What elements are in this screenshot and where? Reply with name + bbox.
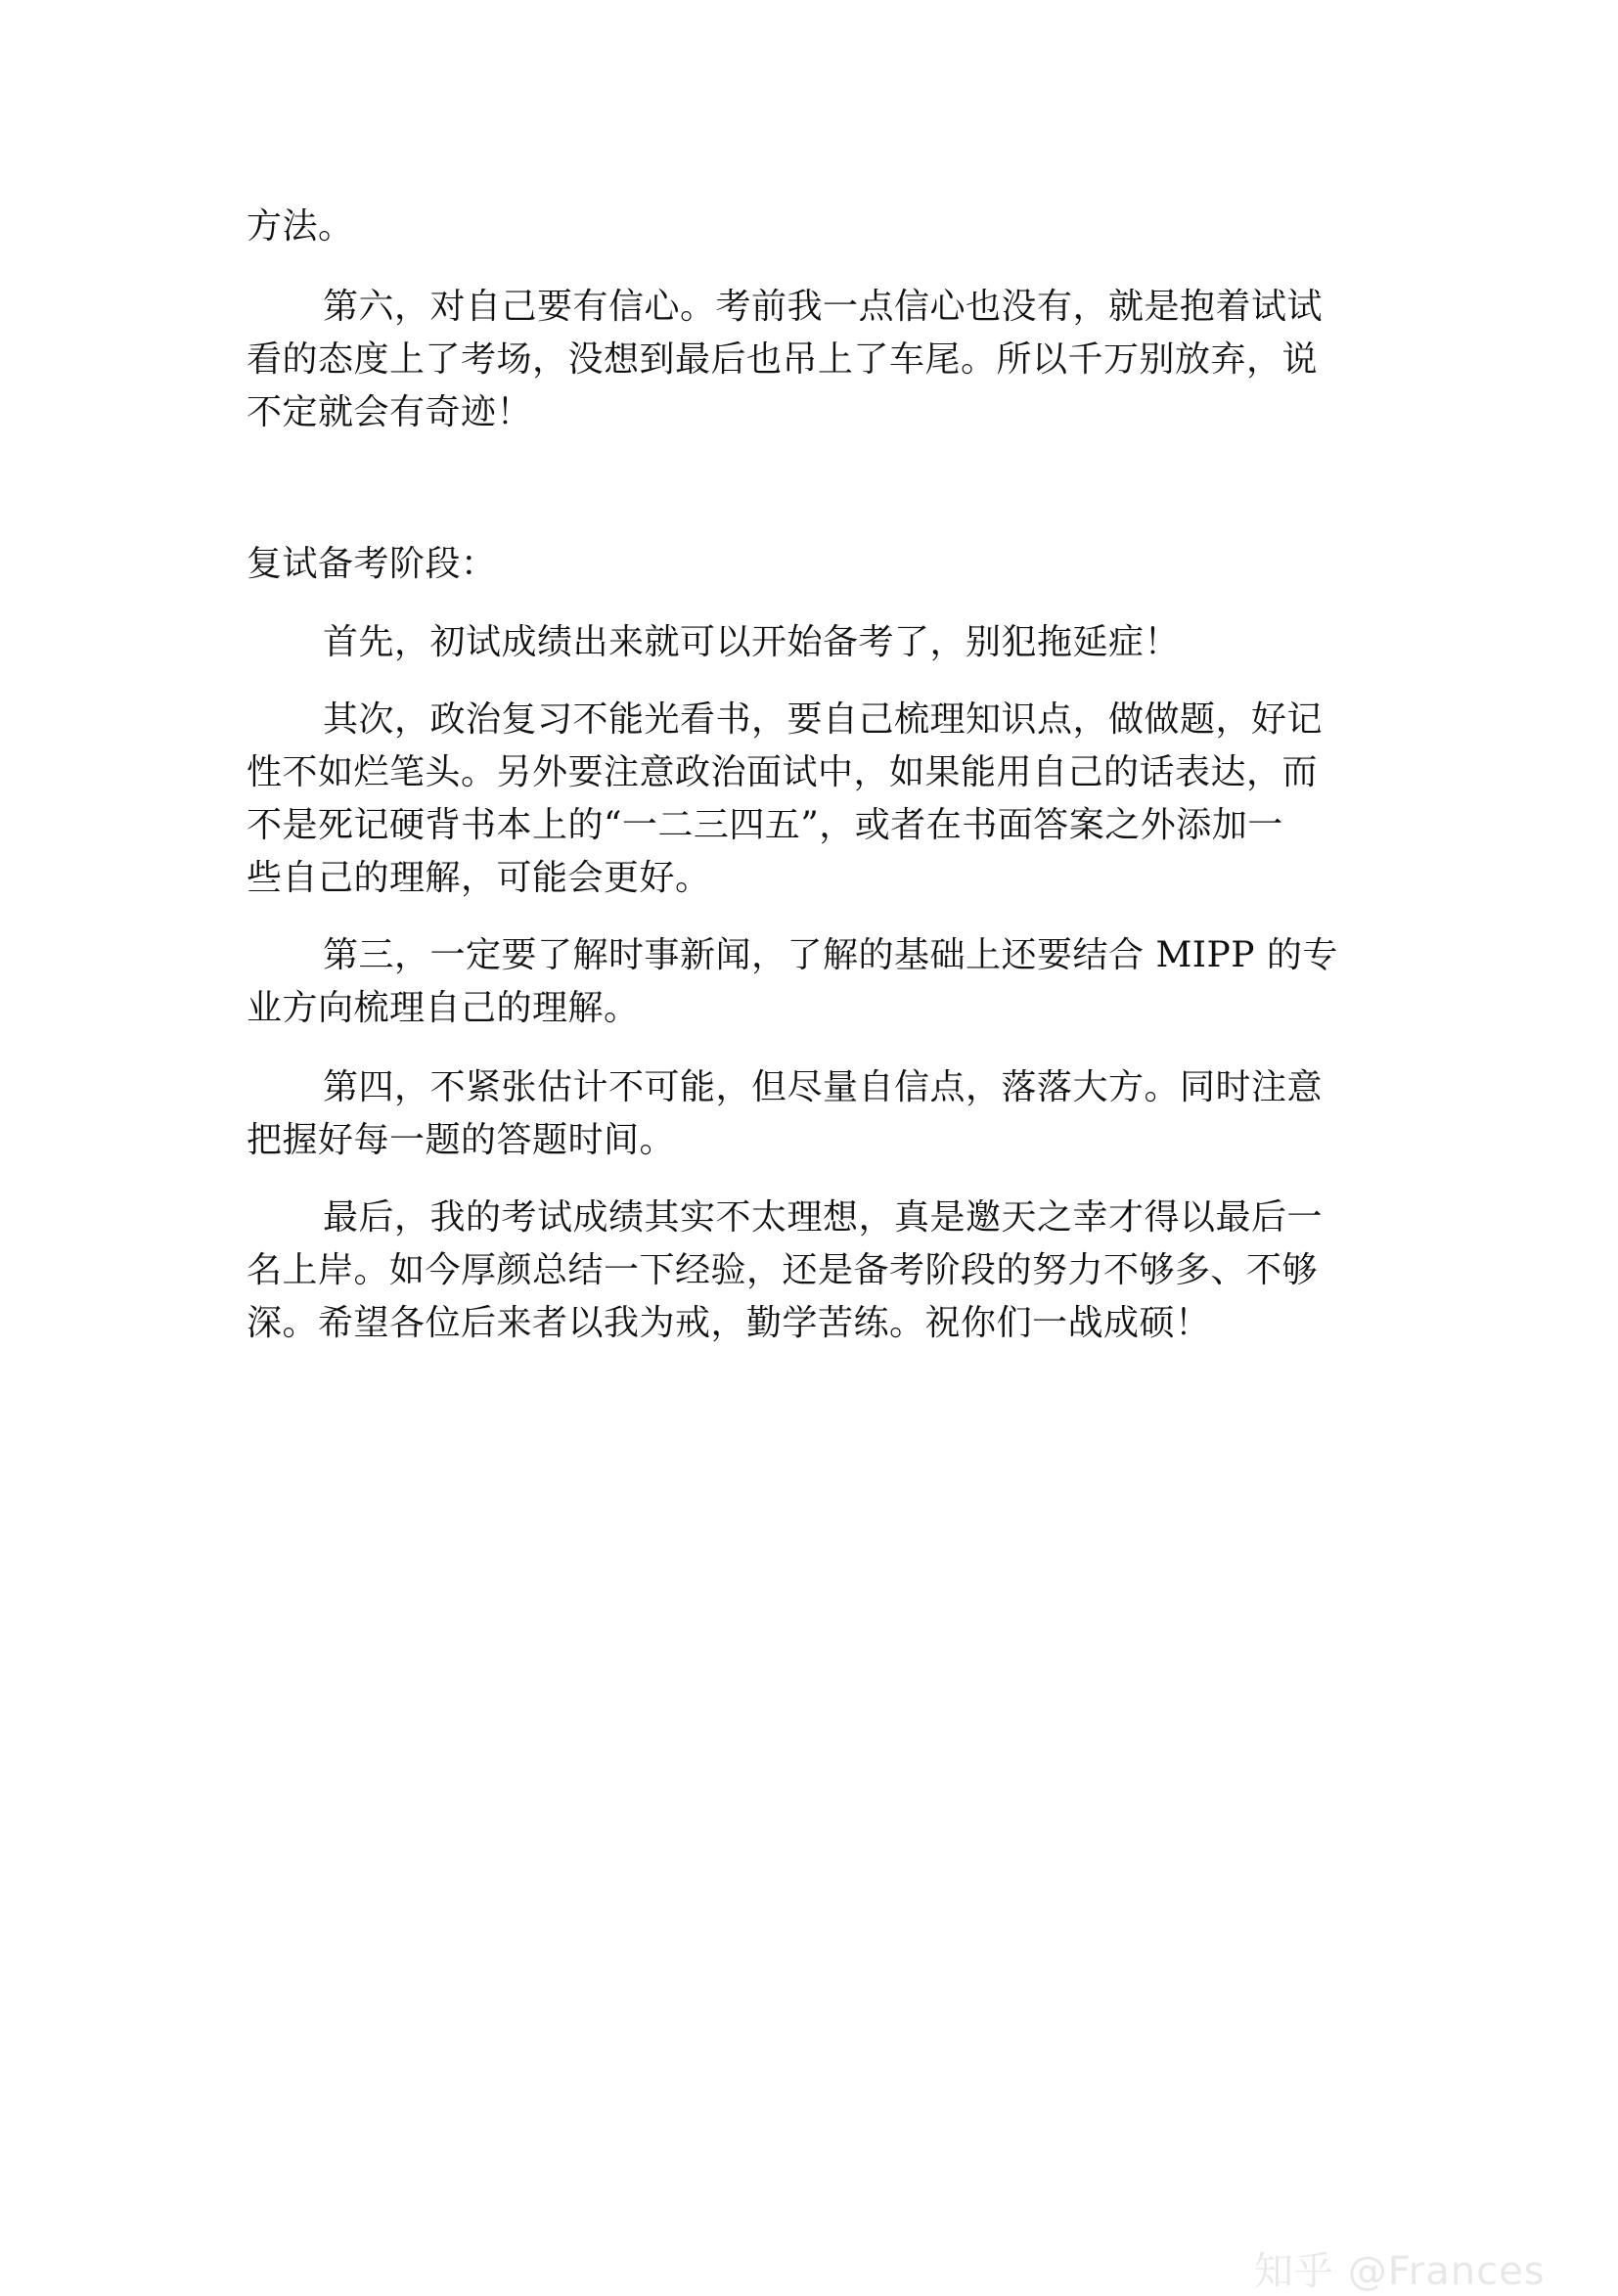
text-line: 第四，不紧张估计不可能，但尽量自信点，落落大方。同时注意	[323, 1067, 1324, 1107]
text-line: 其次，政治复习不能光看书，要自己梳理知识点，做做题，好记	[323, 699, 1324, 740]
text-line: 把握好每一题的答题时间。	[247, 1120, 676, 1160]
text-line: 不定就会有奇迹！	[247, 392, 533, 432]
zhihu-watermark: 知乎 @Frances	[1254, 2249, 1546, 2294]
paragraph-method-end	[247, 201, 1379, 253]
text-line: 名上岸。如今厚颜总结一下经验，还是备考阶段的努力不够多、不够	[247, 1250, 1319, 1290]
paragraph-fourth	[247, 1061, 1379, 1167]
paragraph-third	[247, 929, 1379, 1035]
text-line: 第三，一定要了解时事新闻，了解的基础上还要结合 MIPP 的专	[323, 935, 1338, 975]
paragraph-sixth-point	[247, 281, 1379, 439]
text-line: 深。希望各位后来者以我为戒，勤学苦练。祝你们一战成硕！	[247, 1303, 1211, 1343]
section-heading-retest	[247, 538, 1379, 591]
paragraph-finally	[247, 1192, 1379, 1350]
text-line: 些自己的理解，可能会更好。	[247, 858, 711, 898]
text-line: 不是死记硬背书本上的“一二三四五”，或者在书面答案之外添加一	[247, 805, 1283, 845]
paragraph-first	[247, 616, 1379, 669]
text-line: 首先，初试成绩出来就可以开始备考了，别犯拖延症！	[323, 622, 1181, 662]
text-line: 业方向梳理自己的理解。	[247, 988, 640, 1028]
section-heading: 复试备考阶段：	[247, 544, 497, 584]
text-line: 方法。	[247, 206, 354, 247]
text-line: 最后，我的考试成绩其实不太理想，真是邀天之幸才得以最后一	[323, 1197, 1324, 1238]
text-line: 性不如烂笔头。另外要注意政治面试中，如果能用自己的话表达，而	[247, 752, 1319, 792]
text-line: 看的态度上了考场，没想到最后也吊上了车尾。所以千万别放弃，说	[247, 339, 1319, 380]
text-line: 第六，对自己要有信心。考前我一点信心也没有，就是抱着试试	[323, 287, 1324, 327]
paragraph-second	[247, 694, 1379, 905]
